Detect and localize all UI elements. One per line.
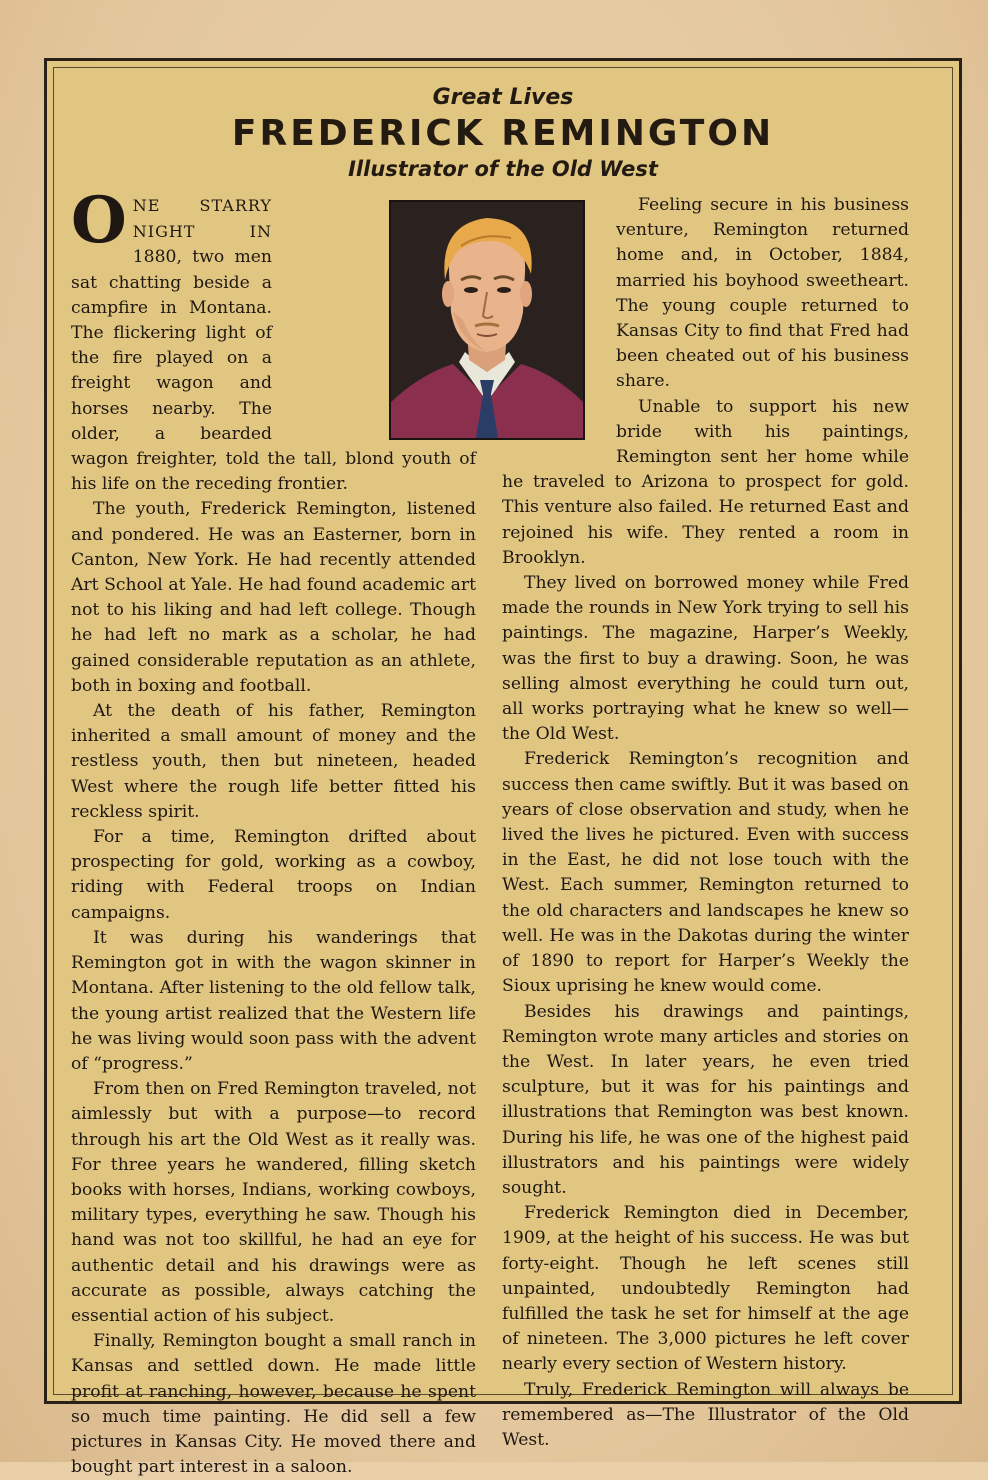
portrait-ear-left — [442, 281, 454, 307]
right-paragraph: Frederick Remington died in December, 1909, at the height of his success. He was but forty-eight. Though he left scenes still unpainted, undoubtedly Remington had fulfilled the task he set for himself at the age of nineteen. The 3,000 pictures he left cover nearly every section of Western history. — [502, 1203, 909, 1375]
lead-smallcaps: NE STARRY NIGHT IN — [132, 196, 272, 242]
right-paragraph: Feeling secure in his business venture, Remington returned home and, in October, 1884, married his boyhood sweetheart. The young couple returned to Kansas City to find that Fred had been cheated out of his business share. — [616, 195, 909, 392]
page-title: FREDERICK REMINGTON — [231, 113, 775, 154]
left-paragraph: It was during his wanderings that Remington got in with the wagon skinner in Montana. After listening to the old fellow talk, the young artist realized that the Western life he was living would soon pass with the advent of “progress.” — [71, 927, 476, 1074]
right-paragraph: Truly, Frederick Remington will always be remembered as—The Illustrator of the Old West. — [502, 1379, 909, 1450]
page-subtitle: Illustrator of the Old West — [348, 157, 658, 181]
right-paragraph: Frederick Remington’s recognition and success then came swiftly. But it was based on years of close observation and study, when he lived the lives he pictured. Even with success in the East, he did not lose touch with the West. Each summer, Remington returned to the old characters and landscapes he knew so well. He was in the Dakotas during the winter of 1890 to report for Harper’s Weekly the Sioux uprising he knew would come. — [502, 749, 909, 997]
left-paragraph: From then on Fred Remington traveled, not aimlessly but with a purpose—to record through his art the Old West as it really was. For three years he wandered, filling sketch books with horses, Indians, working cowboys, military types, everything he saw. Though his hand was not too skillful, he had an eye for authentic detail and his drawings were as accurate as possible, always catching the essential action of his subject. — [71, 1079, 476, 1326]
left-paragraph: The youth, Frederick Remington, listened and pondered. He was an Easterner, born in Canton, New York. He had recently attended Art School at Yale. He had found academic art not to his liking and had left college. Though he had left no mark as a scholar, he had gained considerable reputation as an athlete, both in boxing and football. — [71, 499, 476, 696]
portrait-eye-left — [464, 287, 478, 293]
portrait-illustration-icon — [389, 200, 585, 440]
portrait-ear-right — [520, 281, 532, 307]
left-paragraph: Finally, Remington bought a small ranch in Kansas and settled down. He made little profit at ranching, however, because he spent so much time painting. He did sell a few pictures in Kansas City. He moved there and bought part interest in a saloon. — [71, 1331, 476, 1478]
portrait-svg — [391, 202, 583, 438]
right-paragraph: They lived on borrowed money while Fred made the rounds in New York trying to sell his paintings. The magazine, Harper’s Weekly, was the first to buy a drawing. Soon, he was selling almost everything he could turn out, all works portraying what he knew so well—the Old West. — [502, 573, 909, 745]
lead-text: 1880, two men sat chatting beside a campfire in Montana. The flickering light of the fire played on a freight wagon and horses nearby. The older, a bearded wagon freighter, told the tall, blond youth of his life on the receding frontier. — [71, 247, 476, 495]
right-paragraph: Unable to support his new bride with his paintings, Remington sent her home while he traveled to Arizona to prospect for gold. This venture also failed. He returned East and rejoined his wife. They rented a room in Brooklyn. — [502, 396, 909, 568]
drop-cap: O — [71, 183, 127, 258]
right-paragraph: Besides his drawings and paintings, Remington wrote many articles and stories on the West. In later years, he even tried sculpture, but it was for his paintings and illustrations that Remington was best known. During his life, he was one of the highest paid illustrators and his paintings were widely sought. — [502, 1001, 909, 1198]
left-paragraph: At the death of his father, Remington inherited a small amount of money and the restless youth, then but nineteen, headed West where the rough life better fitted his reckless spirit. — [71, 701, 476, 822]
left-paragraph: For a time, Remington drifted about prospecting for gold, working as a cowboy, riding with Federal troops on Indian campaigns. — [71, 827, 476, 923]
series-kicker: Great Lives — [432, 85, 574, 110]
portrait-eye-right — [497, 287, 511, 293]
article-panel — [44, 58, 962, 1478]
